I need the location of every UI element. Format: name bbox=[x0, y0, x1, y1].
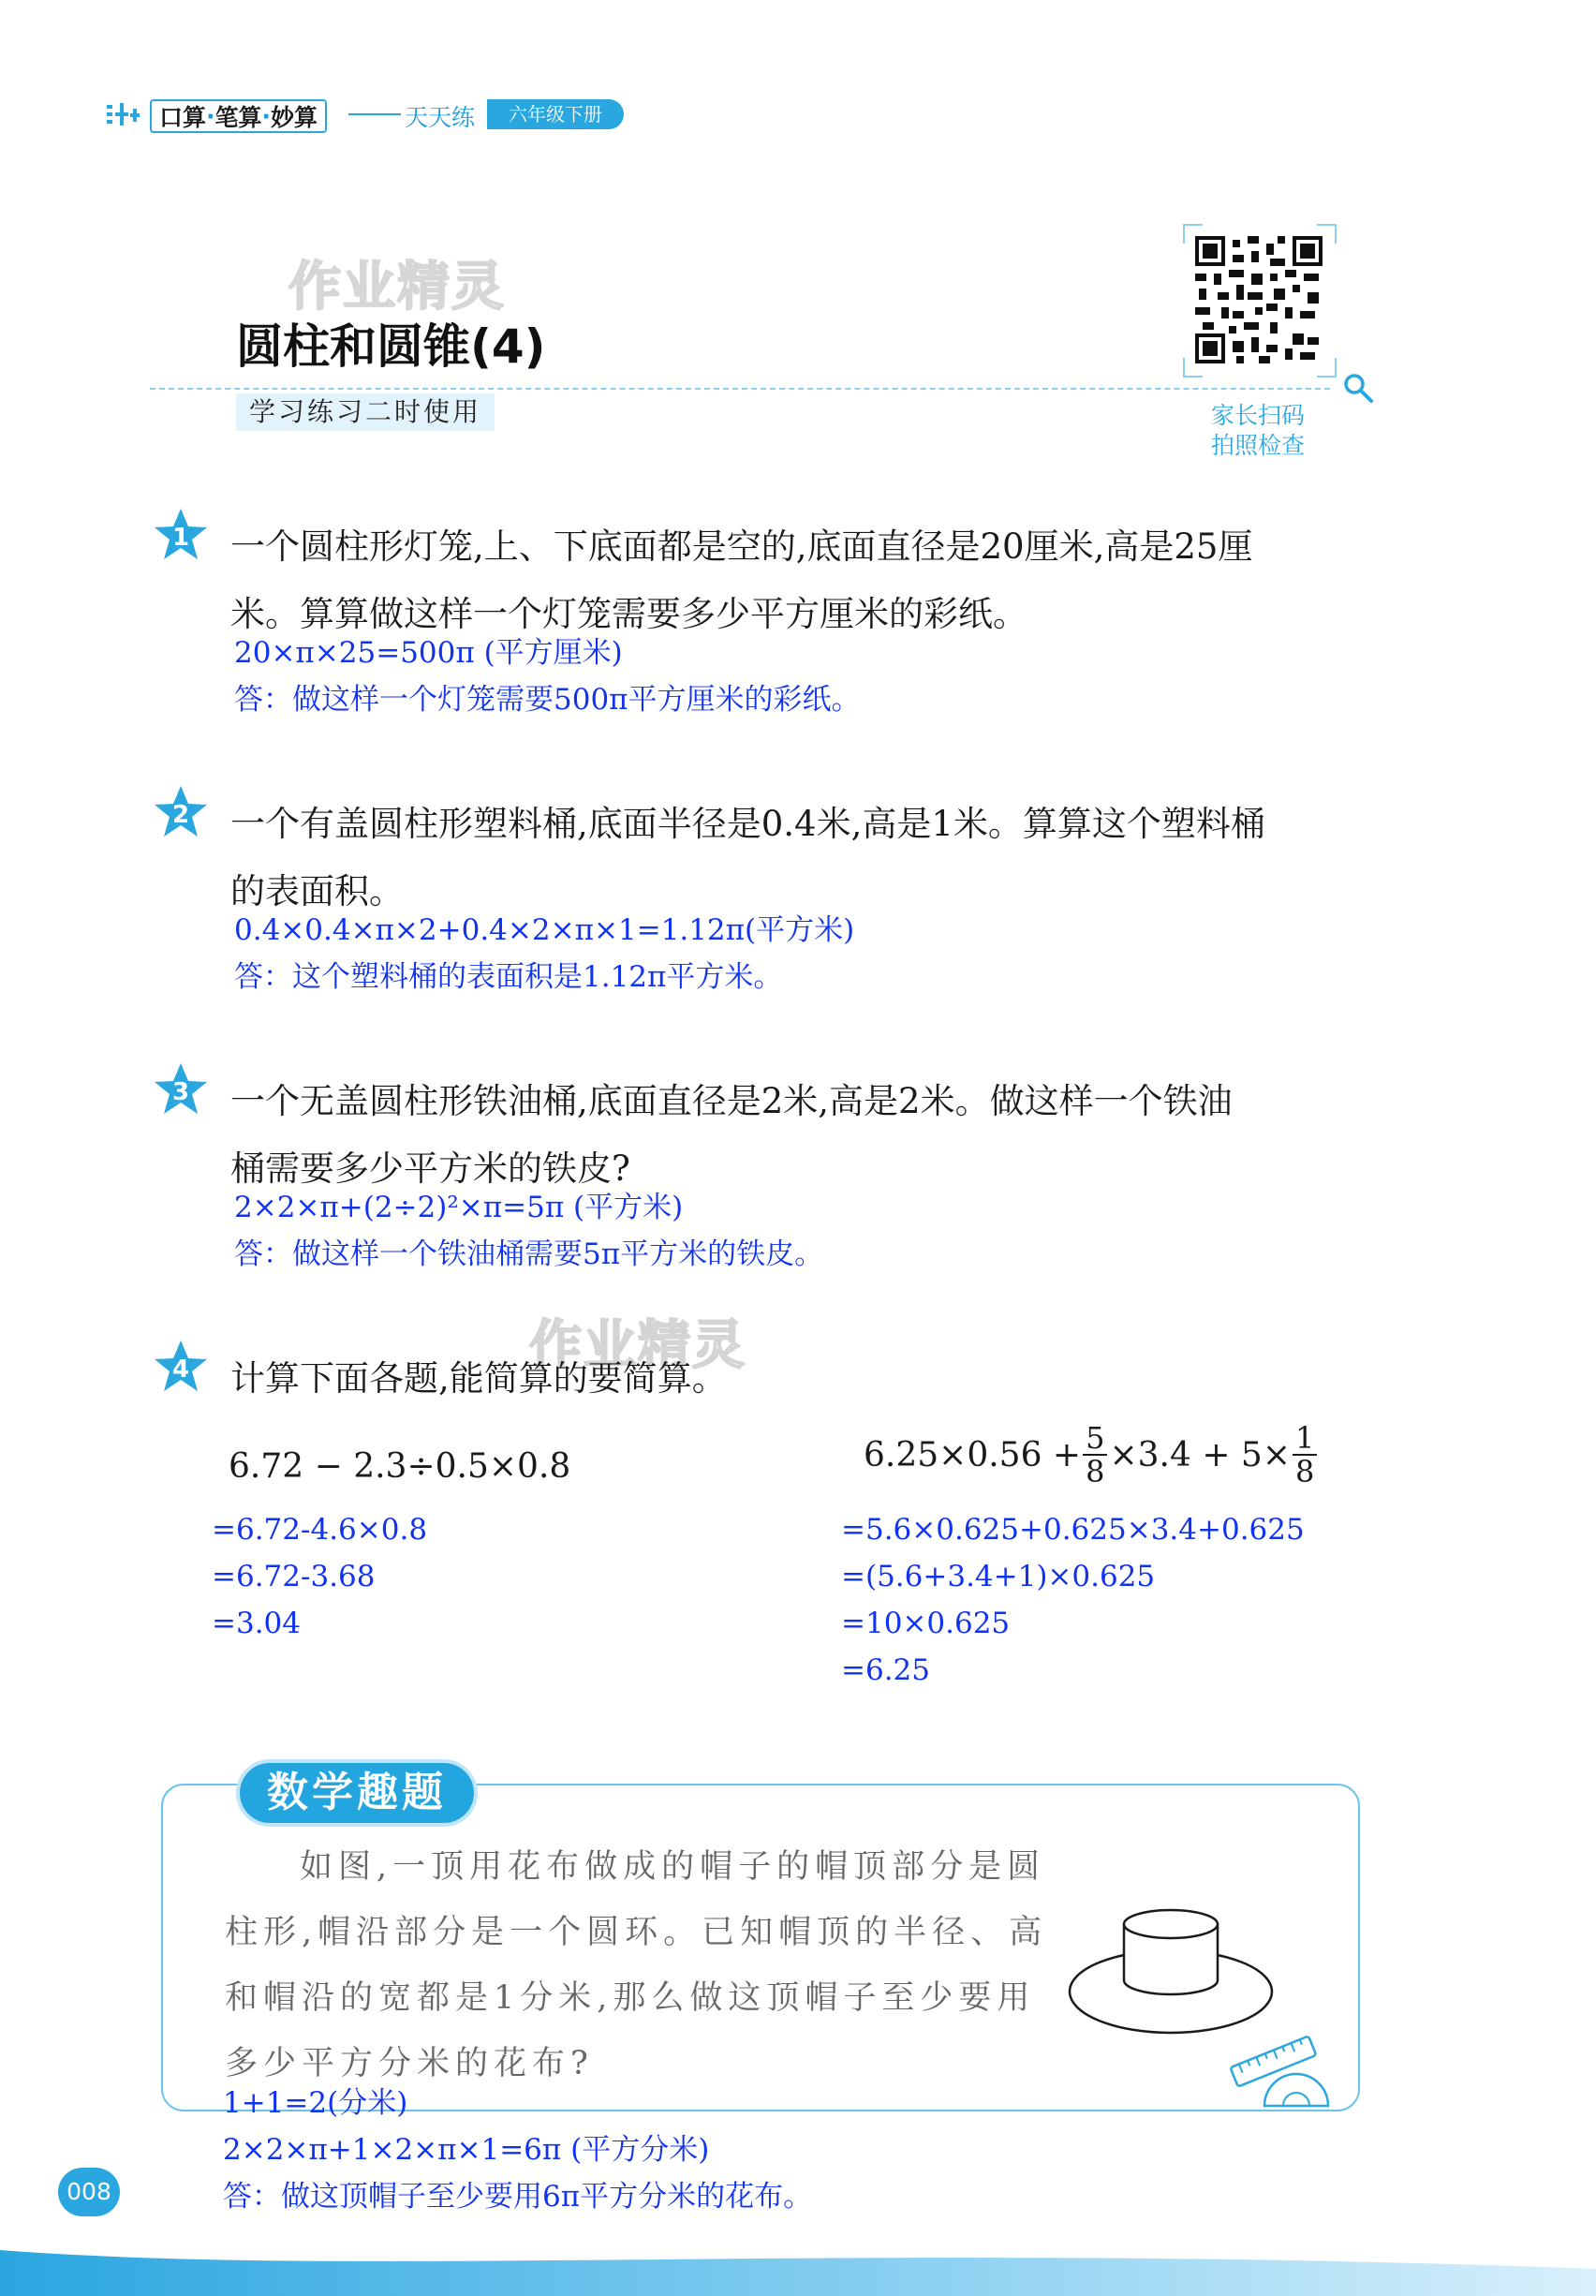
question-2-answer-formula: 0.4×0.4×π×2+0.4×2×π×1=1.12π(平方米) bbox=[234, 913, 855, 947]
fun-math-title: 数学趣题 bbox=[240, 1763, 474, 1823]
calc-left-step-1: =6.72-4.6×0.8 bbox=[212, 1513, 428, 1547]
fraction-1-8 bbox=[1293, 1422, 1317, 1488]
question-2-star-icon bbox=[152, 783, 210, 841]
ruler-protractor-icon bbox=[1227, 2033, 1343, 2110]
fraction-2-denominator: 8 bbox=[1295, 1454, 1315, 1489]
header-series: 天天练 bbox=[405, 104, 476, 131]
calc-left-step-3: =3.04 bbox=[212, 1607, 301, 1640]
qr-caption bbox=[1195, 401, 1321, 461]
title-divider bbox=[150, 388, 1330, 390]
question-4-text bbox=[230, 1345, 1382, 1413]
question-1-line1: 一个圆柱形灯笼,上、下底面都是空的,底面直径是20厘米,高是25厘 bbox=[230, 526, 1253, 567]
qr-caption-line2: 拍照检查 bbox=[1210, 432, 1305, 459]
question-3-answer-formula: 2×2×π+(2÷2)²×π=5π (平方米) bbox=[234, 1191, 684, 1224]
magnifier-icon bbox=[1341, 371, 1375, 405]
calc-right-step-2: =(5.6+3.4+1)×0.625 bbox=[841, 1560, 1156, 1593]
header-dot-1: · bbox=[206, 102, 215, 130]
calc-right-expr-part-a: 6.25×0.56 + bbox=[864, 1435, 1082, 1474]
hat-diagram bbox=[1066, 1887, 1276, 2046]
question-1-text bbox=[230, 513, 1382, 648]
question-4-star-icon bbox=[152, 1338, 210, 1396]
question-3-line2: 桶需要多少平方米的铁皮? bbox=[230, 1148, 630, 1189]
fun-answer-text: 答：做这顶帽子至少要用6π平方分米的花布。 bbox=[223, 2180, 813, 2214]
header-dot-2: · bbox=[261, 102, 272, 130]
question-1-answer-text: 答：做这样一个灯笼需要500π平方厘米的彩纸。 bbox=[234, 683, 861, 717]
page-title: 圆柱和圆锥(4) bbox=[236, 319, 546, 374]
watermark-middle: 作业精灵 bbox=[529, 1315, 746, 1376]
fraction-1-numerator: 5 bbox=[1083, 1422, 1107, 1456]
question-3-text bbox=[230, 1068, 1382, 1203]
question-2-line2: 的表面积。 bbox=[230, 871, 404, 911]
bottom-wave-band bbox=[0, 2241, 1596, 2296]
question-1-answer-formula: 20×π×25=500π (平方厘米) bbox=[234, 636, 623, 670]
question-2-answer-text: 答：这个塑料桶的表面积是1.12π平方米。 bbox=[234, 960, 783, 994]
header-brand-box bbox=[150, 99, 327, 133]
fun-math-question: 如图,一顶用花布做成的帽子的帽顶部分是圆柱形,帽沿部分是一个圆环。已知帽顶的半径、高和帽沿的宽都是1分米,那么做这顶帽子至少要用多少平方分米的花布? bbox=[225, 1848, 1048, 2082]
header-brand-3: 妙算 bbox=[271, 104, 318, 131]
header-dash bbox=[348, 113, 401, 115]
qr-code[interactable] bbox=[1195, 236, 1323, 363]
question-1-number: 1 bbox=[171, 524, 190, 552]
calc-right-expr-part-b: ×3.4 + 5× bbox=[1109, 1435, 1291, 1474]
question-3-number: 3 bbox=[171, 1078, 190, 1106]
page-number: 008 bbox=[58, 2168, 120, 2216]
question-2-text bbox=[230, 791, 1382, 926]
calc-left-expression: 6.72 − 2.3÷0.5×0.8 bbox=[229, 1446, 571, 1486]
calc-right-step-1: =5.6×0.625+0.625×3.4+0.625 bbox=[841, 1513, 1305, 1547]
fraction-5-8 bbox=[1083, 1422, 1107, 1488]
question-1-line2: 米。算算做这样一个灯笼需要多少平方厘米的彩纸。 bbox=[230, 594, 1027, 634]
header-logo-icon bbox=[105, 101, 142, 129]
question-4-number: 4 bbox=[171, 1355, 190, 1384]
calc-right-step-3: =10×0.625 bbox=[841, 1607, 1011, 1640]
fraction-2-numerator: 1 bbox=[1293, 1422, 1317, 1456]
fun-answer-step-1: 1+1=2(分米) bbox=[223, 2086, 408, 2120]
fraction-1-denominator: 8 bbox=[1086, 1454, 1105, 1489]
qr-caption-line1: 家长扫码 bbox=[1210, 402, 1305, 429]
question-2-number: 2 bbox=[171, 801, 190, 829]
question-2-line1: 一个有盖圆柱形塑料桶,底面半径是0.4米,高是1米。算算这个塑料桶 bbox=[230, 804, 1265, 844]
header-grade-badge: 六年级下册 bbox=[487, 99, 624, 129]
subtitle-badge: 学习练习二时使用 bbox=[236, 393, 495, 431]
fun-answer-step-2: 2×2×π+1×2×π×1=6π (平方分米) bbox=[223, 2133, 710, 2167]
calc-right-expression bbox=[864, 1422, 1319, 1488]
question-4-line1: 计算下面各题,能简算的要简算。 bbox=[230, 1358, 727, 1399]
header-brand-2: 笔算 bbox=[214, 104, 262, 131]
question-1-star-icon bbox=[152, 506, 210, 564]
calc-right-step-4: =6.25 bbox=[841, 1653, 930, 1687]
question-3-answer-text: 答：做这样一个铁油桶需要5π平方米的铁皮。 bbox=[234, 1237, 824, 1271]
question-3-line1: 一个无盖圆柱形铁油桶,底面直径是2米,高是2米。做这样一个铁油 bbox=[230, 1081, 1233, 1121]
question-3-star-icon bbox=[152, 1060, 210, 1118]
watermark-top: 作业精灵 bbox=[288, 257, 506, 318]
calc-left-step-2: =6.72-3.68 bbox=[212, 1560, 376, 1593]
header-brand-1: 口算 bbox=[159, 104, 207, 131]
